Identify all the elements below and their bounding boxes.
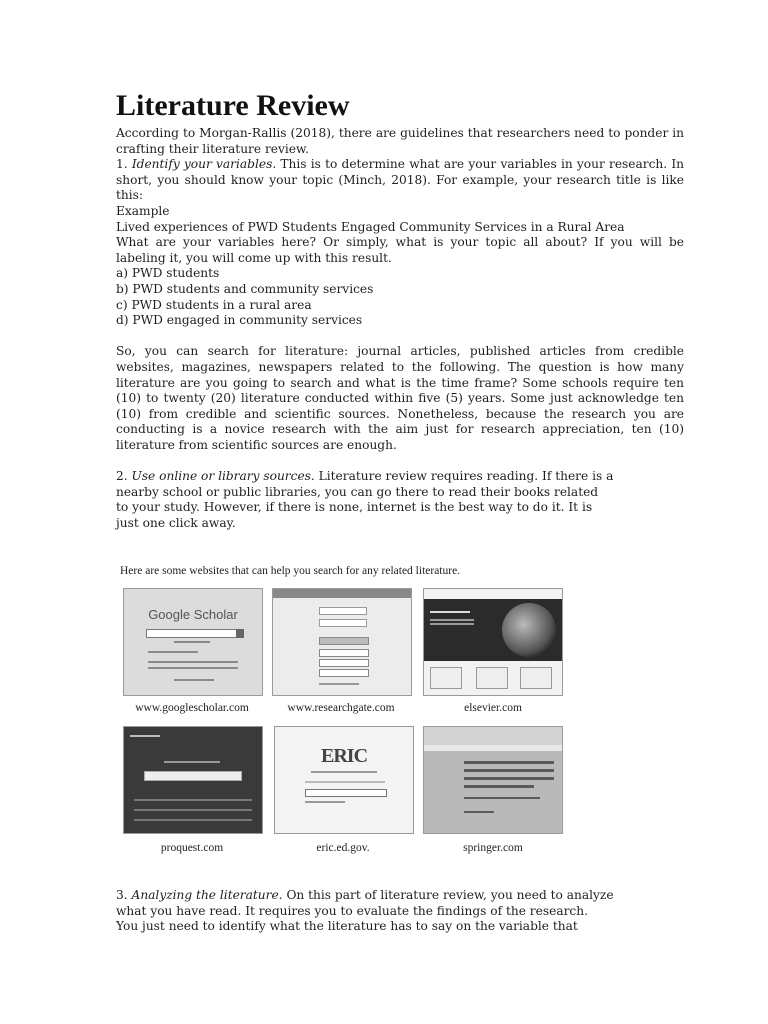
websites-figure (116, 560, 568, 870)
step1-number: 1. (116, 157, 128, 172)
site-label-elsevier: elsevier.com (464, 702, 522, 714)
divider (148, 651, 198, 653)
step3-line: what you have read. It requires you to evaluate the findings of the research. (116, 903, 588, 918)
eric-screenshot (274, 726, 414, 834)
step3-text: On this part of literature review, you need to analyze (286, 888, 614, 902)
step2-line: to your study. However, if there is none, internet is the best way to do it. It is (116, 500, 593, 515)
step1-heading: Identify your variables. (131, 157, 277, 172)
step2-text: Literature review requires reading. If there is a (318, 469, 614, 484)
divider (430, 623, 474, 625)
divider (311, 771, 377, 773)
divider (148, 667, 238, 669)
search-icon (236, 629, 244, 638)
step1-text: This is to determine what are your variables in your research. In short, you should know your topic (Minch, 2018). For example, your research title is like this: (116, 157, 685, 203)
eric-logo: ERIC (321, 745, 368, 767)
divider (134, 819, 252, 821)
springer-screenshot (423, 726, 563, 834)
password-field-icon (319, 619, 367, 627)
divider (164, 761, 220, 763)
divider (464, 777, 554, 780)
variable-item: b) PWD students and community services (116, 281, 374, 296)
social-button-icon (319, 659, 369, 667)
step1-paragraph (116, 157, 684, 204)
divider (174, 641, 210, 643)
step2-line (116, 469, 684, 485)
step2-line: nearby school or public libraries, you can go there to read their books related (116, 484, 599, 499)
page-title: Literature Review (116, 89, 350, 122)
login-button-icon (319, 637, 369, 645)
intro-paragraph: According to Morgan-Rallis (2018), there are guidelines that researchers need to ponder in crafting their literature review. (116, 126, 684, 156)
step3-heading: Analyzing the literature. (131, 888, 283, 902)
step3-number: 3. (116, 888, 128, 902)
googlescholar-screenshot (123, 588, 263, 696)
search-bar-icon (305, 789, 387, 797)
logo-icon (130, 735, 160, 737)
divider (319, 683, 359, 685)
variable-item: d) PWD engaged in community services (116, 313, 363, 328)
header-bar (424, 727, 562, 745)
divider (464, 785, 534, 788)
googlescholar-logo: Google Scholar (148, 607, 238, 622)
virus-image-icon (502, 603, 556, 657)
card-icon (476, 667, 508, 689)
site-label-researchgate: www.researchgate.com (287, 702, 395, 714)
social-button-icon (319, 649, 369, 657)
variable-item: a) PWD students (116, 266, 220, 281)
variables-question: What are your variables here? Or simply, what is your topic all about? If you will be labeling it, you will come up with this result. (116, 235, 684, 265)
social-button-icon (319, 669, 369, 677)
step3-section (116, 888, 642, 935)
researchgate-screenshot (272, 588, 412, 696)
divider (464, 761, 554, 764)
divider (134, 809, 252, 811)
site-label-proquest: proquest.com (160, 842, 224, 854)
header-bar (273, 589, 411, 598)
divider (305, 781, 385, 783)
search-bar-icon (146, 629, 238, 638)
search-bar-icon (144, 771, 242, 781)
example-title: Lived experiences of PWD Students Engaged Community Services in a Rural Area (116, 219, 625, 234)
step2-line: just one click away. (116, 515, 236, 530)
divider (464, 811, 494, 813)
nav-bar (424, 745, 562, 751)
divider (134, 799, 252, 801)
step3-line (116, 888, 642, 904)
step2-heading: Use online or library sources. (131, 469, 315, 484)
card-icon (520, 667, 552, 689)
step2-number: 2. (116, 469, 128, 484)
variable-item: c) PWD students in a rural area (116, 297, 312, 312)
figure-caption: Here are some websites that can help you search for any related literature. (120, 565, 461, 577)
search-paragraph: So, you can search for literature: journal articles, published articles from credible websites, magazines, newspapers related to the following. The question is how many literature are you going to search and what is the time frame? Some schools require ten (10) to twenty (20) literature conducted within five (5) years. Some just acknowledge ten (10) from credible and scientific sources. Nonetheless, because the research you are conducting is a novice research with the aim just for research appreciation, ten (10) literature from scientific sources are enough. (116, 344, 684, 452)
divider (174, 679, 214, 681)
site-label-googlescholar: www.googlescholar.com (135, 702, 249, 714)
email-field-icon (319, 607, 367, 615)
elsevier-screenshot (423, 588, 563, 696)
divider (430, 611, 470, 613)
site-label-eric: eric.ed.gov. (316, 842, 370, 854)
step3-line: You just need to identify what the literature has to say on the variable that (116, 919, 578, 934)
divider (148, 661, 238, 663)
divider (464, 769, 554, 772)
example-label: Example (116, 203, 170, 218)
document-body (116, 88, 684, 531)
card-icon (430, 667, 462, 689)
divider (464, 797, 540, 799)
divider (430, 619, 474, 621)
proquest-screenshot (123, 726, 263, 834)
divider (305, 801, 345, 803)
site-label-springer: springer.com (463, 842, 523, 854)
